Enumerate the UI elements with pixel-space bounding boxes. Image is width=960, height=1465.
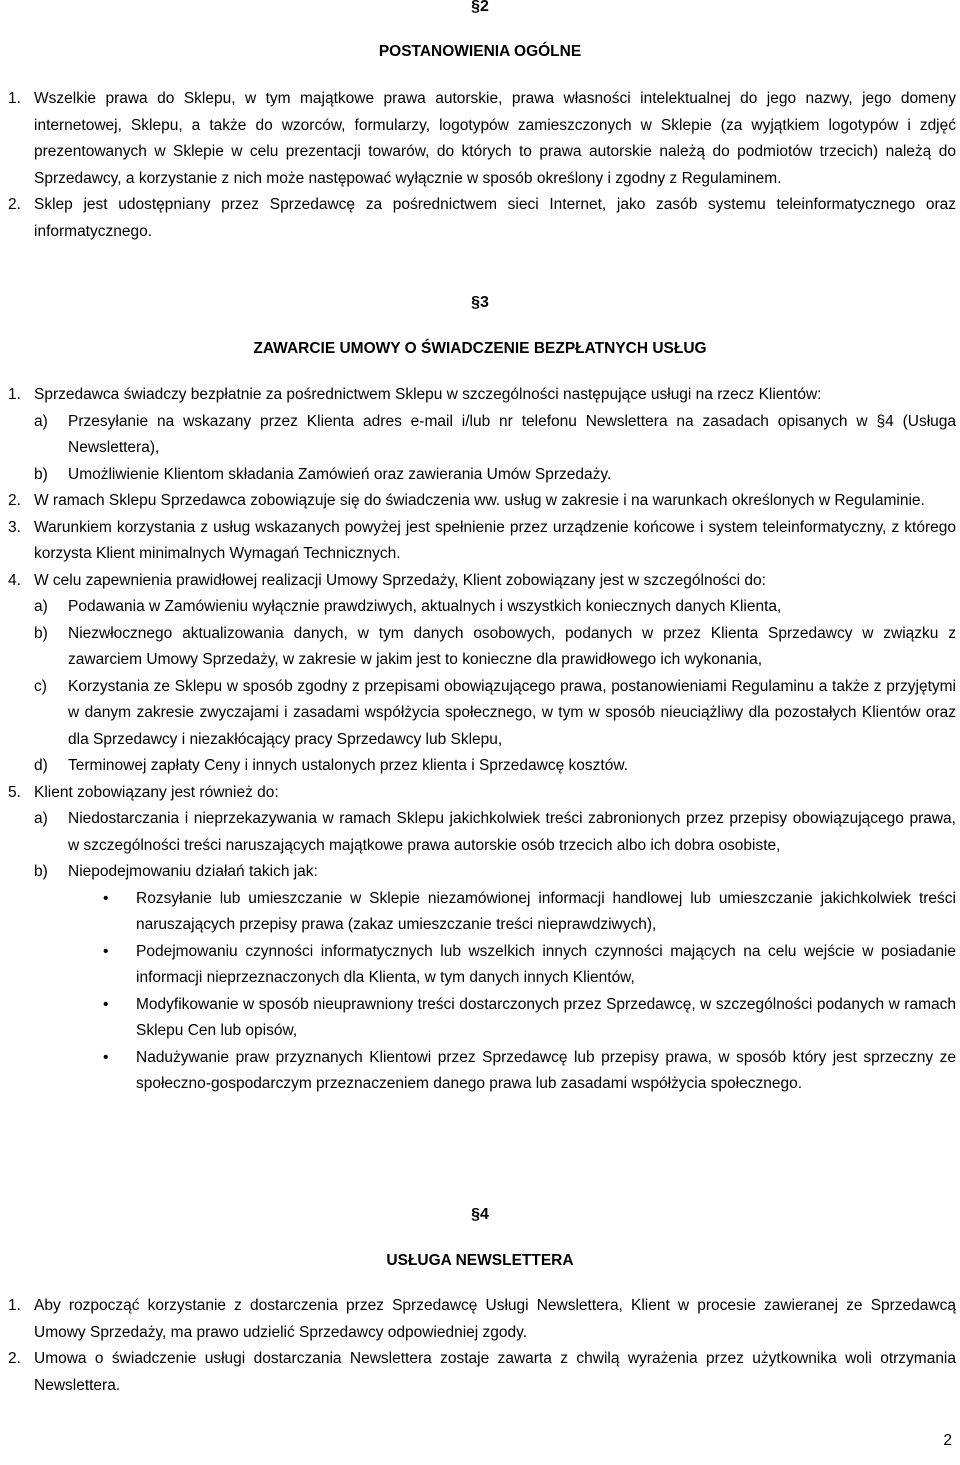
- sub-item: [8, 462, 956, 489]
- item-text: Umowa o świadczenie usługi dostarczania Newslettera zostaje zawarta z chwilą wyrażenia przez użytkownika woli otrzymania Newslettera.: [34, 1350, 956, 1394]
- bullet-icon: •: [103, 1048, 109, 1066]
- sub-item-text: Przesyłanie na wskazany przez Klienta adres e-mail i/lub nr telefonu Newslettera na zasadach opisanych w §4 (Usługa Newslettera),: [68, 412, 956, 456]
- item-number: 4.: [8, 571, 21, 589]
- section-3-number: §3: [471, 294, 489, 311]
- sub-item-text: Niedostarczania i nieprzekazywania w ramach Sklepu jakichkolwiek treści zabronionych przez przepisy obowiązującego prawa, w szczególności treści naruszających majątkowe prawa autorskie osób trzecich albo ich dobra osobiste,: [68, 810, 956, 854]
- sub-item-text: Korzystania ze Sklepu w sposób zgodny z przepisami obowiązującego prawa, postanowieniami Regulaminu a także z przyjętymi w danym zakresie zwyczajami i zasadami współżycia społecznego, w tym w sposób nieuciążliwy dla pozostałych Klientów oraz dla Sprzedawcy i niezakłócający pracy Sprzedawcy lub Sklepu,: [68, 677, 956, 748]
- sub-item-letter: b): [34, 863, 48, 880]
- bullet-item: [8, 1045, 956, 1098]
- bullet-text: Rozsyłanie lub umieszczanie w Sklepie niezamówionej informacji handlowej lub umieszczanie jakichkolwiek treści naruszających przepisy prawa (zakaz umieszczanie treści nieprawdziwych),: [136, 889, 956, 933]
- sub-item-letter: b): [34, 465, 48, 483]
- item-text: Sprzedawca świadczy bezpłatnie za pośrednictwem Sklepu w szczególności następujące usługi na rzecz Klientów:: [34, 386, 822, 403]
- sub-item-text: Terminowej zapłaty Ceny i innych ustalonych przez klienta i Sprzedawcę kosztów.: [68, 757, 628, 774]
- sub-item-letter: d): [34, 757, 48, 774]
- sub-item-text: Niepodejmowaniu działań takich jak:: [68, 863, 318, 880]
- list-item: [8, 86, 956, 192]
- sub-item-text: Niezwłocznego aktualizowania danych, w tym danych osobowych, podanych w przez Klienta Sprzedawcy w związku z zawarciem Umowy Sprzedaży, w zakresie w jakim jest to konieczne dla prawidłowego ich wykonania,: [68, 624, 956, 668]
- sub-item: [8, 621, 956, 674]
- item-text: Klient zobowiązany jest również do:: [34, 783, 279, 801]
- bullet-text: Nadużywanie praw przyznanych Klientowi przez Sprzedawcę lub przepisy prawa, w sposób który jest sprzeczny ze społeczno-gospodarczym przeznaczeniem danego prawa lub zasadami współżycia społecznego.: [136, 1048, 956, 1092]
- list-item: [8, 1346, 956, 1399]
- sub-item: [8, 594, 956, 621]
- list-item: [8, 488, 956, 515]
- section-3-body: [8, 382, 956, 1098]
- bullet-text: Modyfikowanie w sposób nieuprawniony treści dostarczonych przez Sprzedawcę, w szczególności podanych w ramach Sklepu Cen lub opisów,: [136, 995, 956, 1039]
- bullet-item: [8, 939, 956, 992]
- list-item: [8, 1293, 956, 1346]
- list-item: [8, 568, 956, 595]
- sub-item: [8, 753, 956, 780]
- bullet-text: Podejmowaniu czynności informatycznych lub wszelkich innych czynności mających na celu wejście w posiadanie informacji nieprzeznaczonych dla Klienta, w tym danych innych Klientów,: [136, 942, 956, 986]
- sub-item-letter: a): [34, 598, 48, 615]
- sub-item: [8, 674, 956, 754]
- section-4-body: [8, 1293, 956, 1399]
- list-item: [8, 780, 956, 807]
- list-item: [8, 515, 956, 568]
- sub-item-letter: c): [34, 677, 47, 695]
- bullet-icon: •: [103, 942, 109, 960]
- section-2-number: §2: [471, 0, 489, 15]
- item-number: 1.: [8, 90, 21, 107]
- item-number: 3.: [8, 518, 21, 536]
- section-3-title: ZAWARCIE UMOWY O ŚWIADCZENIE BEZPŁATNYCH USŁUG: [253, 340, 707, 357]
- bullet-icon: •: [103, 995, 109, 1013]
- item-text: Aby rozpocząć korzystanie z dostarczenia przez Sprzedawcę Usługi Newslettera, Klient w procesie zawieranej ze Sprzedawcą Umowy Sprzedaży, ma prawo udzielić Sprzedawcy odpowiedniej zgody.: [34, 1297, 956, 1341]
- list-item: [8, 192, 956, 245]
- bullet-item: [8, 992, 956, 1045]
- sub-item-letter: a): [34, 412, 48, 430]
- sub-item: [8, 806, 956, 859]
- sub-item: [8, 859, 956, 886]
- item-text: W ramach Sklepu Sprzedawca zobowiązuje się do świadczenia ww. usług w zakresie i na warunkach określonych w Regulaminie.: [34, 492, 925, 509]
- sub-item-letter: a): [34, 810, 48, 827]
- list-item: [8, 382, 956, 409]
- item-number: 1.: [8, 386, 21, 403]
- bullet-icon: •: [103, 889, 109, 907]
- sub-item-text: Umożliwienie Klientom składania Zamówień oraz zawierania Umów Sprzedaży.: [68, 465, 612, 483]
- item-number: 2.: [8, 492, 21, 509]
- item-number: 2.: [8, 1350, 21, 1367]
- item-text: Wszelkie prawa do Sklepu, w tym majątkowe prawa autorskie, prawa własności intelektualnej do jego nazwy, jego domeny internetowej, Sklepu, a także do wzorców, formularzy, logotypów zamieszczonych w Sklepie (za wyjątkiem logotypów i zdjęć prezentowanych w Sklepie w celu prezentacji towarów, do których to prawa autorskie należą do podmiotów trzecich) należą do Sprzedawcy, a korzystanie z nich może następować wyłącznie w sposób określony i zgodny z Regulaminem.: [34, 90, 956, 187]
- item-text: W celu zapewnienia prawidłowej realizacji Umowy Sprzedaży, Klient zobowiązany jest w szczególności do:: [34, 571, 766, 589]
- page-number: 2: [943, 1432, 952, 1449]
- sub-item-text: Podawania w Zamówieniu wyłącznie prawdziwych, aktualnych i wszystkich koniecznych danych Klienta,: [68, 598, 782, 615]
- sub-item: [8, 409, 956, 462]
- sub-item-letter: b): [34, 624, 48, 642]
- section-2-body: [8, 86, 956, 245]
- section-4-number: §4: [471, 1206, 489, 1223]
- section-2-title: POSTANOWIENIA OGÓLNE: [378, 43, 582, 60]
- item-text: Warunkiem korzystania z usług wskazanych powyżej jest spełnienie przez urządzenie końcowe i system teleinformatyczny, z którego korzysta Klient minimalnych Wymagań Technicznych.: [34, 518, 956, 562]
- item-text: Sklep jest udostępniany przez Sprzedawcę za pośrednictwem sieci Internet, jako zasób systemu teleinformatycznego oraz informatycznego.: [34, 196, 956, 240]
- bullet-item: [8, 886, 956, 939]
- item-number: 2.: [8, 196, 21, 213]
- item-number: 1.: [8, 1297, 21, 1314]
- section-4-title: USŁUGA NEWSLETTERA: [386, 1252, 574, 1269]
- item-number: 5.: [8, 783, 21, 801]
